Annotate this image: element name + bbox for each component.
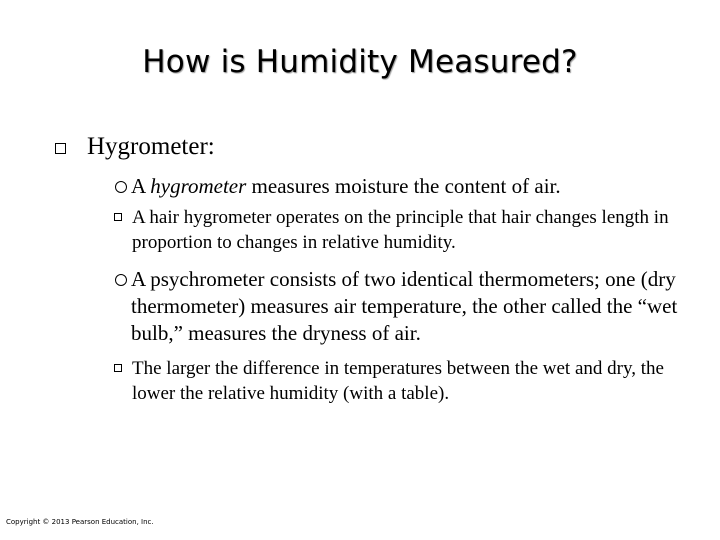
copyright-footer: Copyright © 2013 Pearson Education, Inc. xyxy=(6,518,154,526)
bullet-hygrometer: Hygrometer: xyxy=(87,133,215,160)
small-square-bullet-icon xyxy=(114,213,122,221)
circle-bullet-icon xyxy=(115,274,127,286)
subpoint-psychrometer xyxy=(115,266,685,347)
subpoint-suffix: measures moisture the content of air. xyxy=(246,174,561,198)
slide-title: How is Humidity Measured? xyxy=(142,44,578,80)
small-square-bullet-icon xyxy=(114,364,122,372)
detail-temperature-difference xyxy=(114,356,689,406)
subpoint-hygrometer xyxy=(115,173,685,200)
subpoint-text: A psychrometer consists of two identical thermometers; one (dry thermometer) measures air temperature, the other called the “wet bulb,” measures the dryness of air. xyxy=(131,267,678,345)
square-bullet-icon xyxy=(55,143,66,154)
detail-text: A hair hygrometer operates on the principle that hair changes length in proportion to changes in relative humidity. xyxy=(132,207,669,253)
detail-text: The larger the difference in temperatures between the wet and dry, the lower the relative humidity (with a table). xyxy=(132,358,664,404)
subpoint-prefix: A xyxy=(131,174,151,198)
subpoint-emphasis: hygrometer xyxy=(150,174,247,198)
detail-hair-hygrometer xyxy=(114,205,689,255)
circle-bullet-icon xyxy=(115,181,127,193)
